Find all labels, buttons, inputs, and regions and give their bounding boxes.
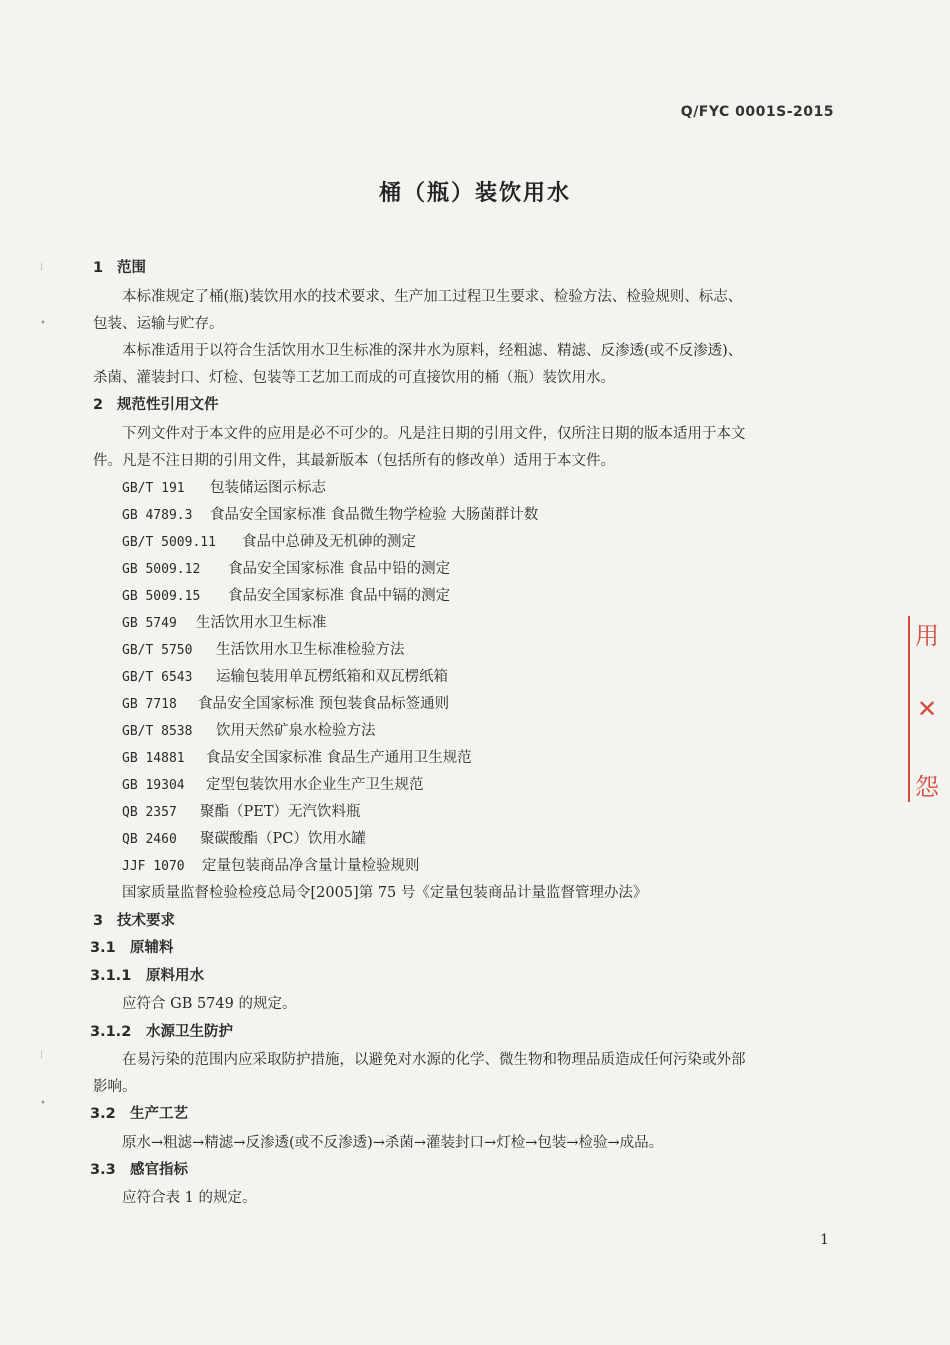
reference-item [122,829,366,850]
margin-mark: ⁝ [40,262,44,273]
paragraph-line: 在易污染的范围内应采取防护措施，以避免对水源的化学、微生物和物理品质造成任何污染或外部 [122,1052,746,1068]
stamp-char: ✕ [916,695,938,723]
reference-item [122,559,450,580]
reference-code: GB 5749 [122,616,177,631]
reference-title: 生活饮用水卫生标准 [196,615,327,631]
document-title: 桶（瓶）装饮用水 [378,181,571,206]
reference-title: 运输包装用单瓦楞纸箱和双瓦楞纸箱 [216,669,448,685]
section-number: 1 [93,260,104,276]
subsection-number: 3.1 [90,940,116,956]
subsection-number: 3.1.1 [90,968,132,984]
paragraph-line: 应符合表 1 的规定。 [122,1190,257,1206]
process-flow-line: 原水→粗滤→精滤→反渗透(或不反渗透)→杀菌→灌装封口→灯检→包装→检验→成品。 [122,1135,664,1151]
reference-title: 聚酯（PET）无汽饮料瓶 [200,804,361,820]
reference-title: 聚碳酸酯（PC）饮用水罐 [200,831,366,847]
reference-item [122,856,420,877]
reference-item [122,775,424,796]
subsection-3-3-heading [90,1160,188,1180]
reference-item [122,505,538,526]
reference-item [122,532,416,553]
reference-code: QB 2460 [122,832,177,847]
reference-item [122,613,327,634]
reference-title: 食品安全国家标准 食品微生物学检验 大肠菌群计数 [210,507,539,523]
stamp-char: 怨 [915,773,939,801]
subsection-3-1-1-heading [90,966,204,986]
reference-title: 食品安全国家标准 食品中镉的测定 [228,588,451,604]
paragraph-line: 下列文件对于本文件的应用是必不可少的。凡是注日期的引用文件，仅所注日期的版本适用于本文 [122,426,746,442]
reference-code: GB 5009.15 [122,589,201,604]
section-number: 2 [93,397,104,413]
reference-item [122,667,448,688]
reference-code: GB 19304 [122,778,185,793]
paragraph-line: 件。凡是不注日期的引用文件，其最新版本（包括所有的修改单）适用于本文件。 [93,453,615,469]
section-2-heading [93,395,219,415]
reference-code: GB/T 5750 [122,643,193,658]
reference-item [122,478,326,499]
reference-code: GB/T 8538 [122,724,193,739]
paragraph-line: 杀菌、灌装封口、灯检、包装等工艺加工而成的可直接饮用的桶（瓶）装饮用水。 [93,370,615,386]
standard-number: Q/FYC 0001S-2015 [680,104,834,120]
reference-code: QB 2357 [122,805,177,820]
reference-title: 食品中总砷及无机砷的测定 [242,534,416,550]
reference-item [122,586,450,607]
reference-item [122,694,449,715]
reference-item [122,721,376,742]
margin-mark: • [40,318,46,329]
reference-title: 定型包装饮用水企业生产卫生规范 [206,777,424,793]
reference-code: GB/T 191 [122,481,185,496]
reference-code: GB/T 6543 [122,670,193,685]
reference-code: GB 7718 [122,697,177,712]
subsection-3-1-2-heading [90,1022,233,1042]
decree-line: 国家质量监督检验检疫总局令[2005]第 75 号《定量包装商品计量监督管理办法》 [122,885,648,901]
subsection-title: 感官指标 [130,1162,188,1178]
reference-code: GB 14881 [122,751,185,766]
paragraph-line: 本标准适用于以符合生活饮用水卫生标准的深井水为原料，经粗滤、精滤、反渗透(或不反渗透)、 [122,343,743,359]
reference-title: 食品安全国家标准 预包装食品标签通则 [198,696,450,712]
section-title: 规范性引用文件 [117,397,219,413]
paragraph-line: 影响。 [93,1079,137,1095]
reference-code: GB 5009.12 [122,562,201,577]
subsection-number: 3.2 [90,1106,116,1122]
section-title: 技术要求 [117,913,175,929]
subsection-number: 3.1.2 [90,1024,132,1040]
reference-title: 饮用天然矿泉水检验方法 [216,723,376,739]
reference-title: 食品安全国家标准 食品生产通用卫生规范 [206,750,472,766]
paragraph-line: 应符合 GB 5749 的规定。 [122,996,297,1012]
paragraph-line: 本标准规定了桶(瓶)装饮用水的技术要求、生产加工过程卫生要求、检验方法、检验规则、标志、 [122,289,743,305]
seal-stamp [908,616,944,802]
reference-title: 食品安全国家标准 食品中铅的测定 [228,561,451,577]
reference-title: 生活饮用水卫生标准检验方法 [216,642,405,658]
subsection-3-2-heading [90,1104,188,1124]
section-3-heading [93,911,175,931]
subsection-title: 原料用水 [146,968,204,984]
reference-code: GB/T 5009.11 [122,535,216,550]
reference-code: GB 4789.3 [122,508,193,523]
section-1-heading [93,258,146,278]
subsection-number: 3.3 [90,1162,116,1178]
subsection-title: 生产工艺 [130,1106,188,1122]
margin-mark: ⁝ [40,1050,44,1061]
page-number: 1 [820,1232,829,1248]
section-title: 范围 [117,260,146,276]
stamp-char: 用 [915,622,939,650]
reference-title: 定量包装商品净含量计量检验规则 [202,858,420,874]
reference-code: JJF 1070 [122,859,185,874]
subsection-title: 水源卫生防护 [146,1024,233,1040]
reference-item [122,640,405,661]
subsection-title: 原辅料 [130,940,174,956]
subsection-3-1-heading [90,938,174,958]
section-number: 3 [93,913,104,929]
margin-mark: • [40,1098,46,1109]
reference-title: 包装储运图示标志 [210,480,326,496]
paragraph-line: 包装、运输与贮存。 [93,316,224,332]
reference-item [122,748,472,769]
reference-item [122,802,361,823]
